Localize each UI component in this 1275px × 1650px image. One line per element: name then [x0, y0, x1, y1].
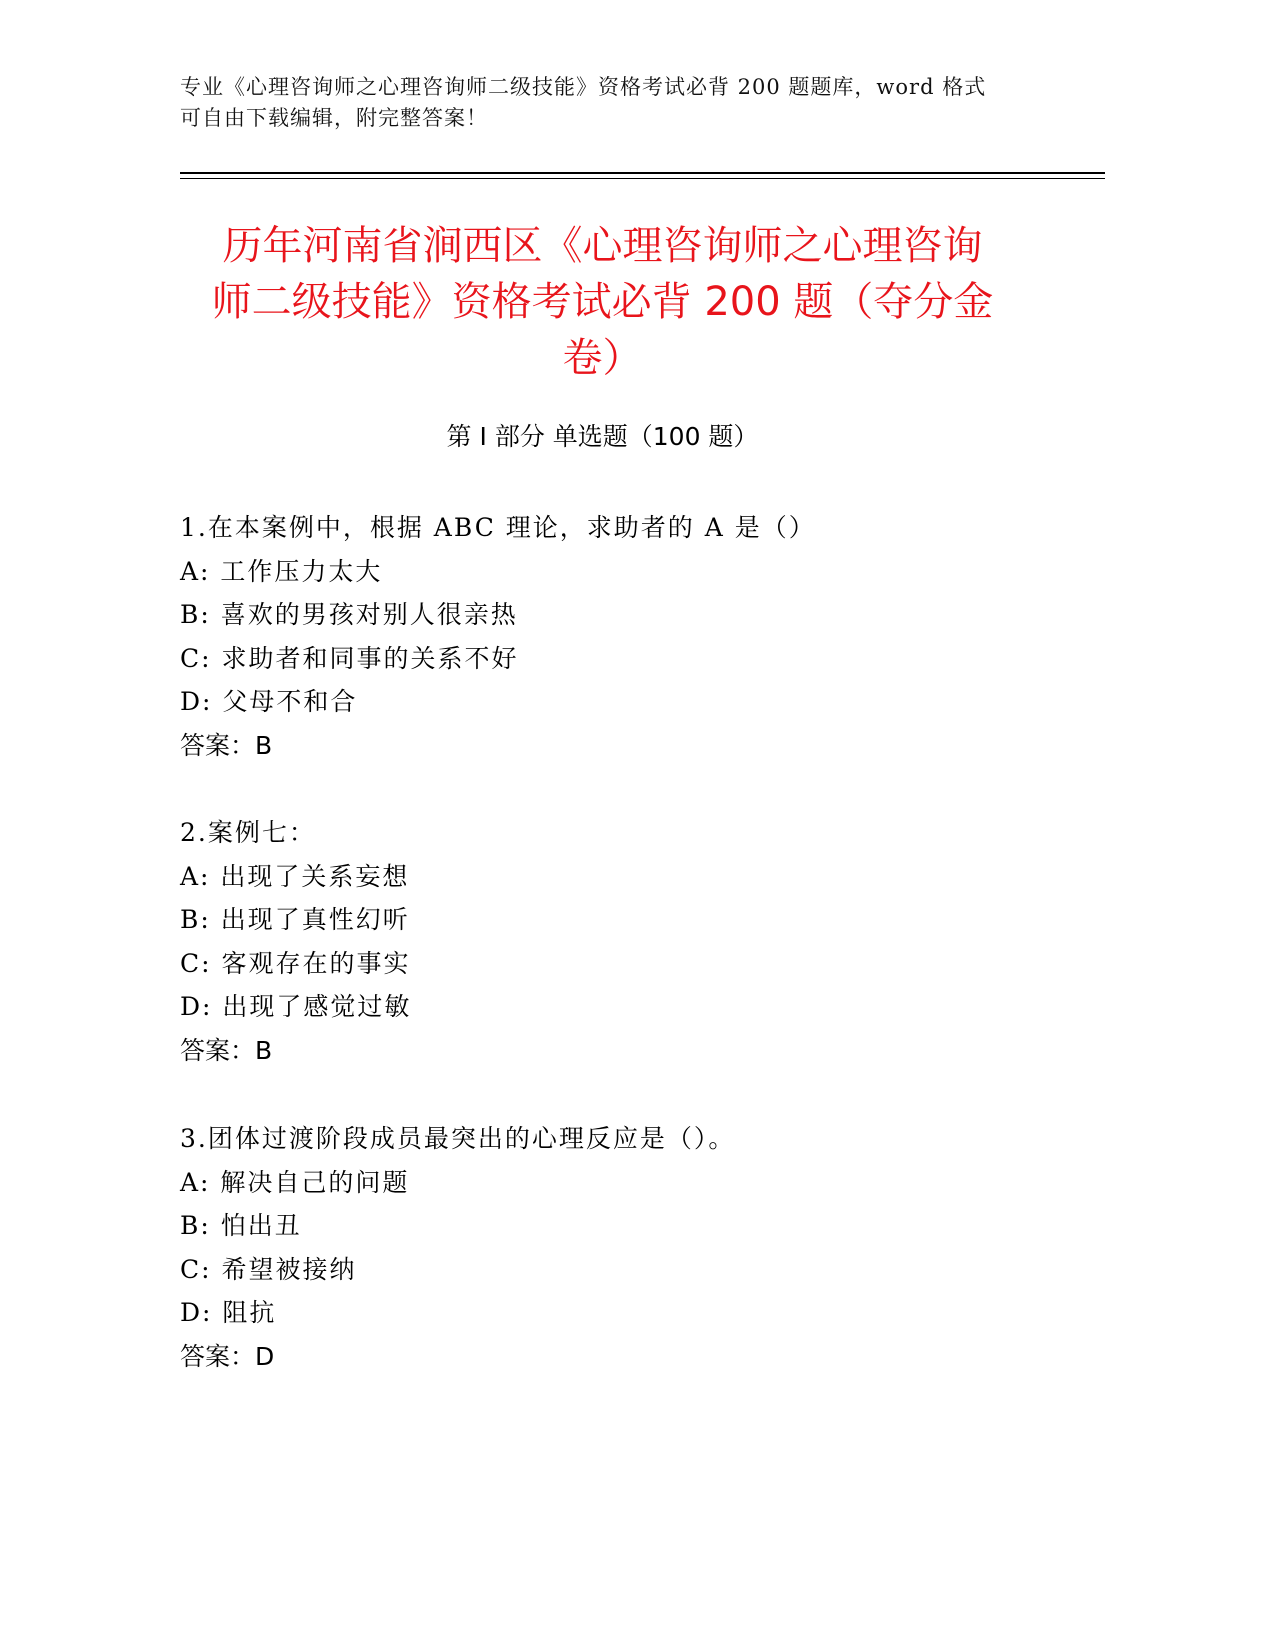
- option-d: D: 出现了感觉过敏: [180, 992, 412, 1022]
- answer-line: 答案：D: [180, 1341, 275, 1371]
- document-header-note: [180, 72, 1040, 134]
- question-stem: 2.案例七：: [180, 818, 316, 847]
- question-block: [180, 1117, 1080, 1379]
- title-line-3: 卷）: [562, 335, 643, 381]
- title-line-1: 历年河南省涧西区《心理咨询师之心理咨询: [222, 223, 983, 269]
- option-b: B: 怕出丑: [180, 1211, 302, 1241]
- option-c: C: 客观存在的事实: [180, 948, 411, 978]
- header-divider-thin: [180, 178, 1105, 179]
- answer-line: 答案：B: [180, 1035, 273, 1065]
- option-d: D: 父母不和合: [180, 687, 358, 717]
- document-title: [180, 218, 1025, 386]
- header-divider-thick: [180, 172, 1105, 174]
- question-block: [180, 506, 1080, 768]
- title-line-2: 师二级技能》资格考试必背 200 题（夺分金: [211, 279, 994, 325]
- option-b: B: 喜欢的男孩对别人很亲热: [180, 600, 518, 630]
- section-heading: 第 I 部分 单选题（100 题）: [446, 422, 759, 451]
- option-c: C: 希望被接纳: [180, 1254, 357, 1284]
- question-stem: 1.在本案例中，根据 ABC 理论，求助者的 A 是（）: [180, 513, 816, 542]
- question-stem: 3.团体过渡阶段成员最突出的心理反应是（）。: [180, 1124, 736, 1153]
- option-d: D: 阻抗: [180, 1298, 277, 1328]
- option-a: A: 解决自己的问题: [180, 1167, 410, 1197]
- option-b: B: 出现了真性幻听: [180, 905, 410, 935]
- header-note-line-1: 专业《心理咨询师之心理咨询师二级技能》资格考试必背 200 题题库，word 格式: [180, 75, 987, 99]
- option-a: A: 工作压力太大: [180, 556, 383, 586]
- option-a: A: 出现了关系妄想: [180, 861, 410, 891]
- question-block: [180, 811, 1080, 1073]
- header-note-line-2: 可自由下载编辑，附完整答案！: [180, 106, 488, 130]
- answer-line: 答案：B: [180, 730, 273, 760]
- option-c: C: 求助者和同事的关系不好: [180, 643, 519, 673]
